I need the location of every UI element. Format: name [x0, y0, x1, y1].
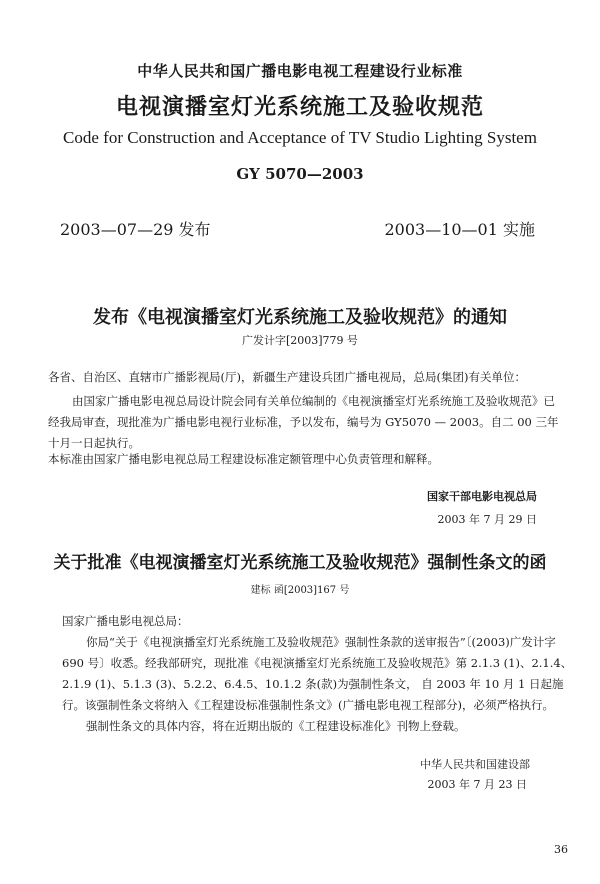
- implementation-date: 2003—10—01 实施: [384, 220, 535, 239]
- standard-title-cn: 电视演播室灯光系统施工及验收规范: [115, 94, 484, 120]
- letter-signature-date: 2003 年 7 月 23 日: [427, 778, 527, 791]
- letter-body-paragraph: 你局“关于《电视演播室灯光系统施工及验收规范》强制性条款的送审报告”〔(2003)广发计字 690 号〕收悉。经我部研究，现批准《电视演播室灯光系统施工及验收规范》第 2.1.3 (1)、2.1.4、2.1.9 (1)、5.1.3 (3)、5.2.2、6.4.5、10.1.2 条(款)为强制性条文， 自 2003 年 10 月 1 日起施行。该强制性条文将纳入《工程建设标准强制性条文》(广播电影电视工程部分)，必须严格执行。: [62, 635, 573, 712]
- notice-signature-org: 国家干部电影电视总局: [427, 490, 537, 503]
- notice-reference: 广发计字[2003]779 号: [241, 334, 359, 347]
- letter-reference: 建标 函[2003]167 号: [250, 585, 350, 596]
- standard-title-en: Code for Construction and Acceptance of TV Studio Lighting System: [63, 128, 537, 147]
- notice-addressee: 各省、自治区、直辖市广播影视局(厅)，新疆生产建设兵团广播电视局，总局(集团)有关单位：: [48, 370, 526, 384]
- notice-body-paragraph-2: 本标准由国家广播电影电视总局工程建设标准定额管理中心负责管理和解释。: [48, 452, 439, 466]
- notice-title: 发布《电视演播室灯光系统施工及验收规范》的通知: [93, 307, 507, 328]
- letter-title: 关于批准《电视演播室灯光系统施工及验收规范》强制性条文的函: [53, 553, 547, 573]
- standard-number: GY 5070—2003: [236, 165, 364, 183]
- notice-signature-date: 2003 年 7 月 29 日: [437, 513, 537, 526]
- notice-body-paragraph: 由国家广播电影电视总局设计院会同有关单位编制的《电视演播室灯光系统施工及验收规范》已经我局审查，现批准为广播电影电视行业标准，予以发布，编号为 GY5070 — 2003。自二 00 三年十月一日起执行。: [48, 394, 559, 450]
- issue-date: 2003—07—29 发布: [60, 220, 211, 239]
- page-number: 36: [554, 843, 568, 856]
- letter-signature-org: 中华人民共和国建设部: [420, 758, 530, 771]
- letter-addressee: 国家广播电影电视总局：: [62, 614, 189, 628]
- letter-body-paragraph-2: 强制性条文的具体内容，将在近期出版的《工程建设标准化》刊物上登载。: [86, 719, 466, 733]
- standard-organization: 中华人民共和国广播电影电视工程建设行业标准: [137, 62, 463, 80]
